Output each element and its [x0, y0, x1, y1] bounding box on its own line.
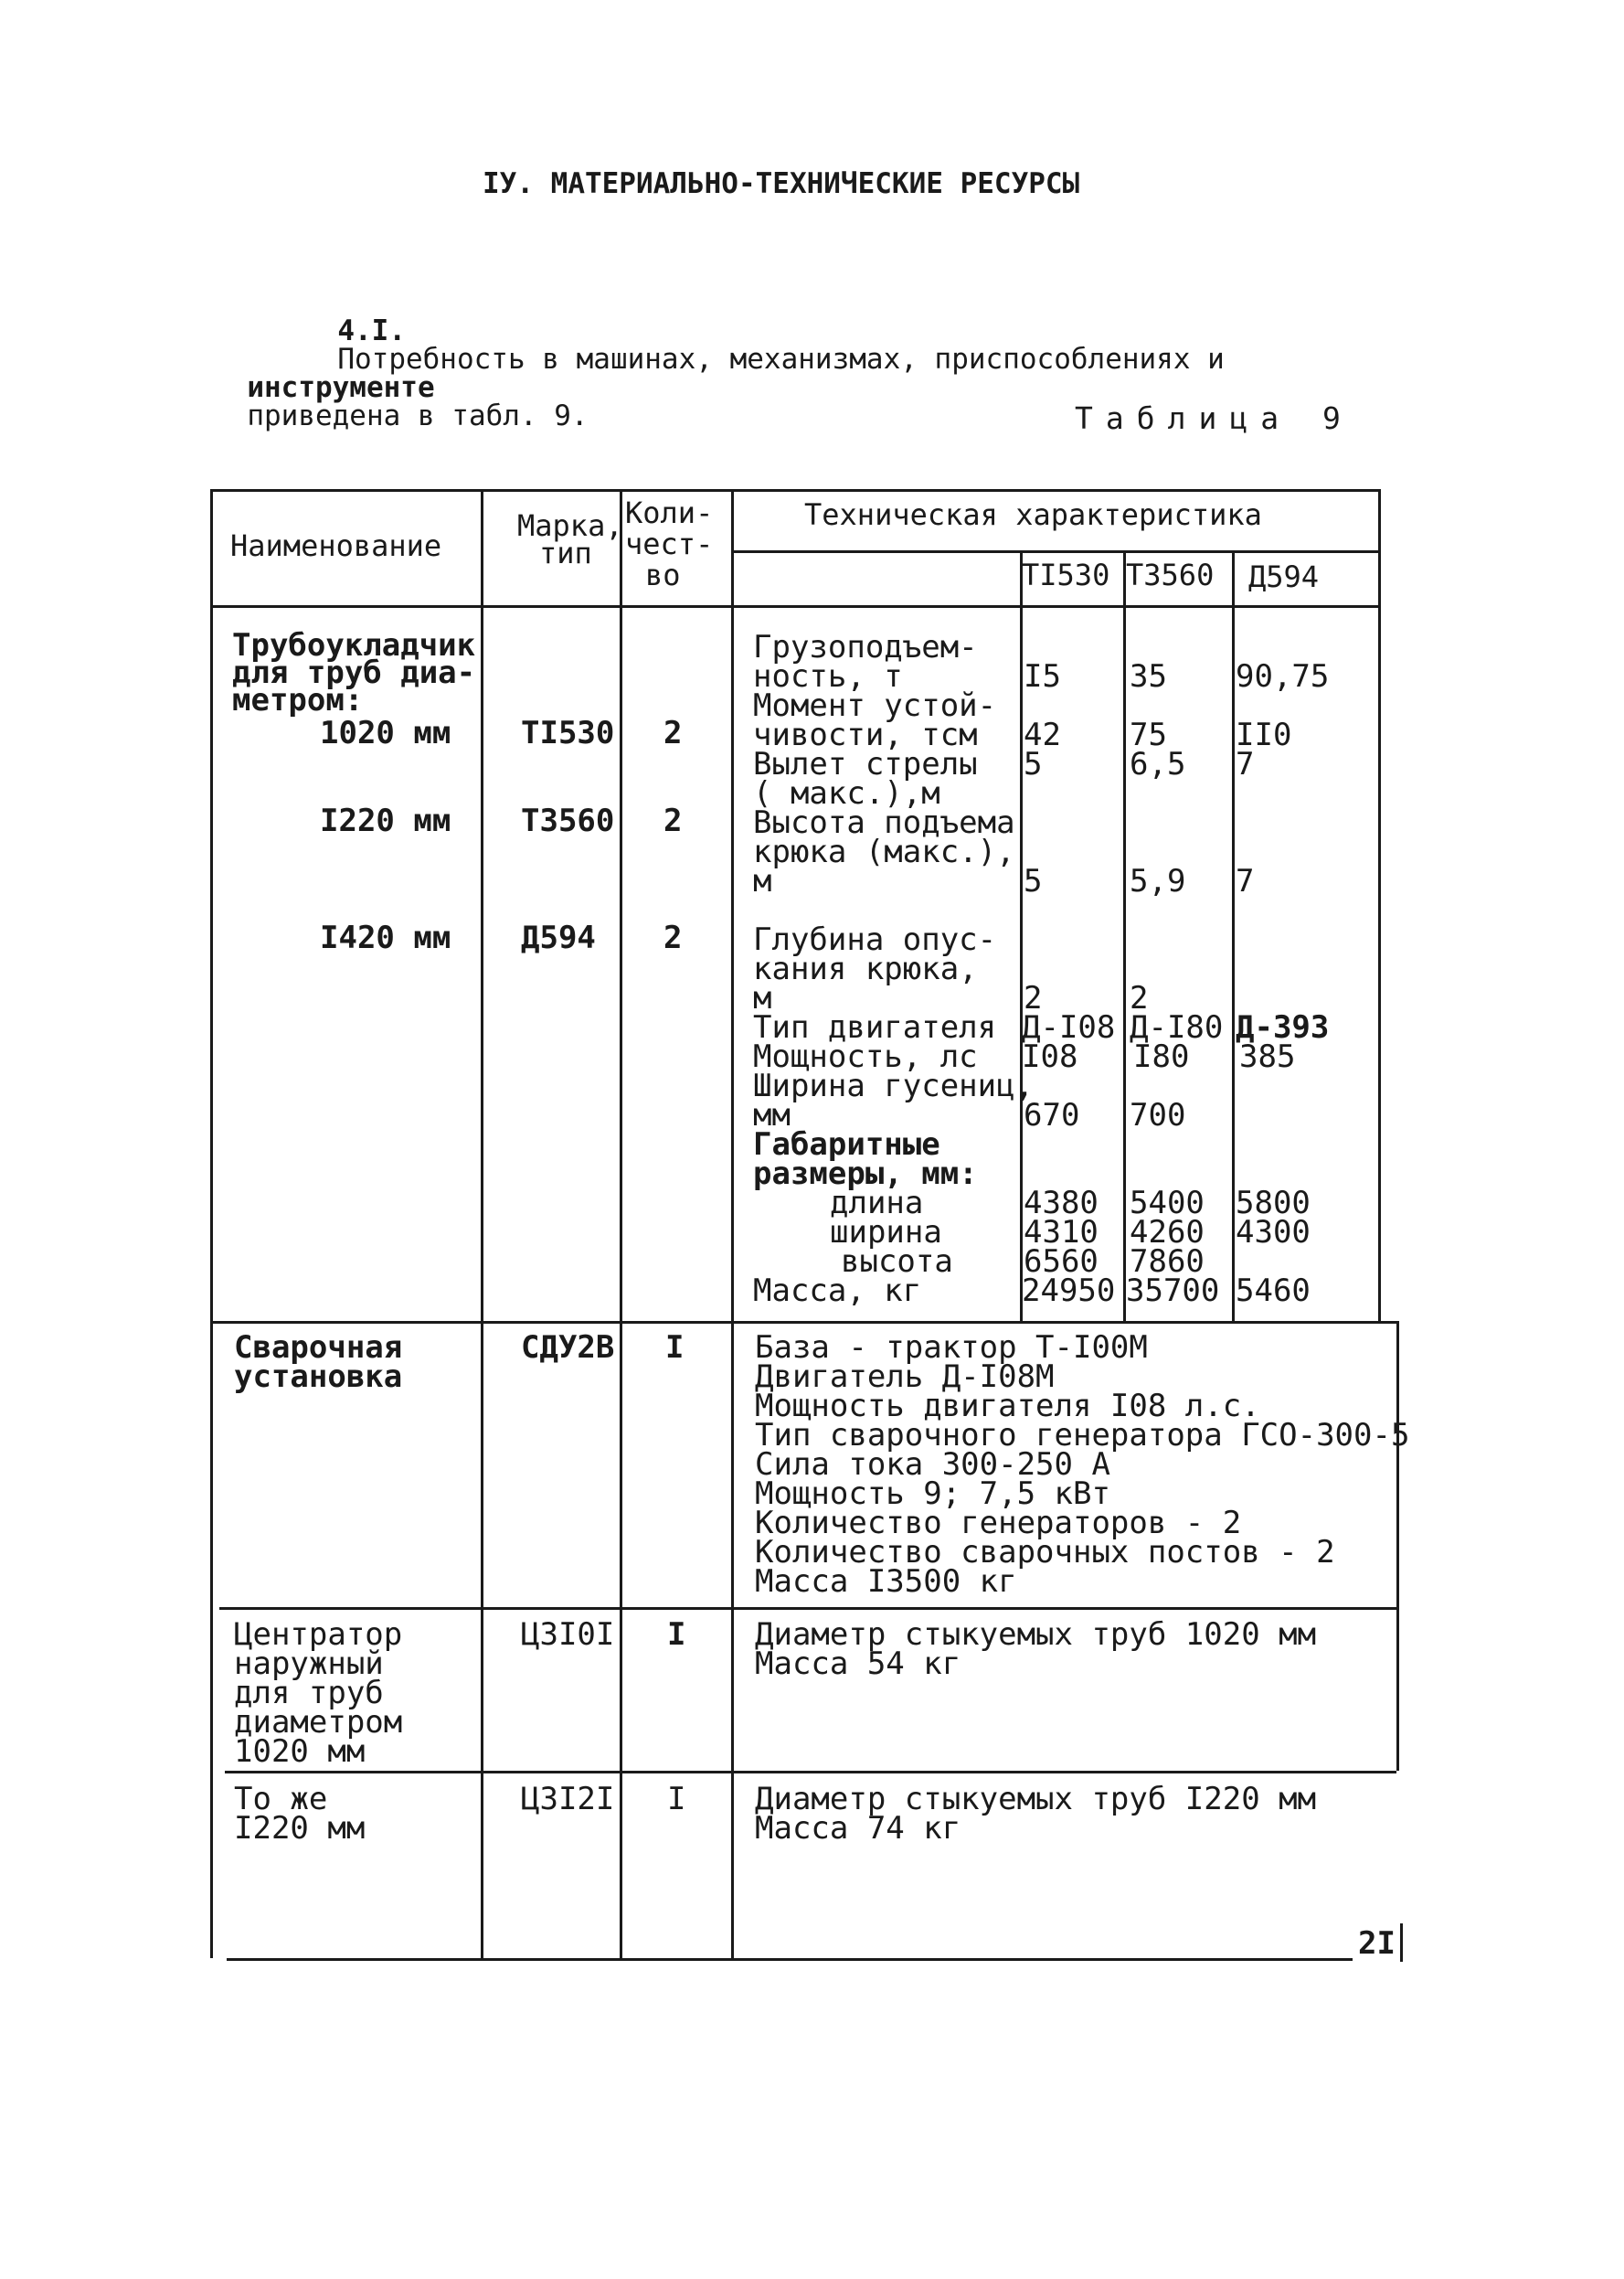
centrator2-name-2: I220 мм: [234, 1810, 366, 1847]
param-value: 7860: [1130, 1243, 1205, 1280]
param-label: Момент устой-: [753, 687, 997, 724]
param-value: 6,5: [1130, 746, 1186, 783]
centrator2-line-1: Диаметр стыкуемых труб I220 мм: [755, 1781, 1317, 1817]
header-qty-2: чест-: [625, 527, 714, 561]
centrator1-name-4: диаметром: [234, 1704, 403, 1741]
header-sub-line: [731, 550, 1378, 553]
pipelayer-name-2: для труб диа-: [232, 655, 476, 691]
pipelayer-qty-3: 2: [663, 920, 683, 956]
centrator1-line-2: Масса 54 кг: [755, 1645, 961, 1682]
welding-line-8: Количество сварочных постов - 2: [755, 1534, 1335, 1571]
centrator2-mark: ЦЗI2I: [521, 1781, 615, 1817]
header-model-1: TI530: [1022, 558, 1110, 592]
paragraph-text-1: Потребность в машинах, механизмах, приспособлениях и: [337, 343, 1225, 376]
param-value: 5460: [1236, 1273, 1311, 1309]
param-value: Д-393: [1236, 1009, 1330, 1046]
header-tech: Техническая характеристика: [804, 497, 1262, 532]
param-value: 5: [1024, 863, 1043, 900]
param-value: Д-I08: [1022, 1009, 1116, 1046]
paragraph-number: 4.I.: [337, 314, 406, 347]
param-label: м: [753, 863, 772, 900]
welding-line-9: Масса I3500 кг: [755, 1563, 1017, 1600]
header-mark-2: тип: [539, 536, 592, 570]
col-line-left: [210, 489, 213, 1958]
centrator1-name-1: Центратор: [234, 1616, 403, 1653]
pipelayer-qty-2: 2: [663, 803, 683, 839]
paragraph-bold-word: инструменте: [247, 371, 435, 404]
param-label: м: [753, 980, 772, 1017]
welding-name-2: установка: [234, 1358, 403, 1395]
centrator1-name-3: для труб: [234, 1675, 384, 1711]
welding-mark: СДУ2В: [521, 1329, 615, 1366]
param-value: 75: [1130, 717, 1167, 753]
section-title: IУ. МАТЕРИАЛЬНО-ТЕХНИЧЕСКИЕ РЕСУРСЫ: [483, 167, 1080, 200]
welding-line-2: Двигатель Д-I08М: [755, 1358, 1055, 1395]
paragraph-text-2: приведена в табл. 9.: [247, 399, 589, 432]
centrator1-name-5: 1020 мм: [234, 1733, 366, 1770]
param-value: 4380: [1024, 1185, 1099, 1221]
param-value: I80: [1133, 1038, 1190, 1075]
param-value: 2: [1130, 980, 1149, 1017]
centrator2-line-2: Масса 74 кг: [755, 1810, 961, 1847]
param-label: Ширина гусениц,: [753, 1068, 1035, 1104]
param-label: Тип двигателя: [753, 1009, 997, 1046]
param-label: крюка (макс.),: [753, 834, 1015, 870]
centrator2-qty: I: [667, 1781, 686, 1817]
param-value: I08: [1022, 1038, 1078, 1075]
table-caption: Таблица 9: [1075, 400, 1353, 436]
param-label: ность, т: [753, 658, 903, 695]
centrator1-mark: ЦЗI0I: [521, 1616, 615, 1653]
pipelayer-mark-1: TI530: [521, 715, 615, 751]
param-label: высота: [841, 1243, 953, 1280]
param-label: Габаритные: [753, 1126, 940, 1163]
centrator1-name-2: наружный: [234, 1645, 384, 1682]
header-qty-3: во: [645, 558, 681, 592]
centrator1-qty: I: [667, 1616, 686, 1653]
col-line-right-header: [1378, 489, 1381, 1321]
row-line-2: [219, 1607, 1396, 1610]
welding-line-6: Мощность 9; 7,5 кВт: [755, 1475, 1110, 1512]
param-label: Масса, кг: [753, 1273, 922, 1309]
pipelayer-name-1: Трубоукладчик: [232, 627, 476, 664]
header-bottom-line: [210, 605, 1378, 608]
param-value: 5400: [1130, 1185, 1205, 1221]
param-label: Мощность, лс: [753, 1038, 978, 1075]
centrator1-line-1: Диаметр стыкуемых труб 1020 мм: [755, 1616, 1317, 1653]
pipelayer-mark-2: T3560: [521, 803, 615, 839]
param-label: Глубина опус-: [753, 921, 997, 958]
header-name: Наименование: [230, 528, 442, 563]
param-label: длина: [830, 1185, 924, 1221]
pipelayer-size-3: I420 мм: [320, 920, 451, 956]
param-value: 7: [1236, 746, 1255, 783]
col-line-model-2: [1232, 550, 1235, 1321]
welding-line-3: Мощность двигателя I08 л.с.: [755, 1388, 1260, 1424]
table-top-border: [210, 489, 1378, 492]
param-value: Д-I80: [1130, 1009, 1224, 1046]
paragraph-line-2: [213, 346, 589, 431]
col-line-name: [481, 489, 483, 1958]
header-mark-1: Марка,: [517, 508, 623, 543]
param-value: 6560: [1024, 1243, 1099, 1280]
param-value: 5: [1024, 746, 1043, 783]
pipelayer-mark-3: Д594: [521, 920, 596, 956]
param-value: 670: [1024, 1097, 1080, 1134]
param-value: 90,75: [1236, 658, 1330, 695]
welding-line-4: Тип сварочного генератора ГСО-300-5: [755, 1417, 1410, 1454]
param-label: мм: [753, 1097, 791, 1134]
col-line-right-body: [1396, 1321, 1399, 1771]
row-line-1: [212, 1321, 1396, 1324]
table-bottom-border: [227, 1958, 1353, 1961]
welding-line-5: Сила тока 300-250 А: [755, 1446, 1110, 1483]
welding-line-1: База - трактор Т-I00М: [755, 1329, 1148, 1366]
param-label: Грузоподъем-: [753, 629, 978, 666]
row-line-3: [225, 1771, 1396, 1773]
pipelayer-size-1: 1020 мм: [320, 715, 451, 751]
param-value: 4300: [1236, 1214, 1311, 1251]
param-label: размеры, мм:: [753, 1155, 978, 1192]
param-value: 7: [1236, 863, 1255, 900]
param-value: II0: [1236, 717, 1292, 753]
col-line-qty: [731, 489, 734, 1958]
param-value: 35: [1130, 658, 1167, 695]
param-value: 24950: [1022, 1273, 1116, 1309]
header-qty-1: Коли-: [625, 495, 714, 530]
col-line-mark: [620, 489, 622, 1958]
param-value: 700: [1130, 1097, 1186, 1134]
param-value: 2: [1024, 980, 1043, 1017]
page-number: 2I: [1358, 1925, 1396, 1962]
centrator2-name-1: То же: [234, 1781, 328, 1817]
col-line-tech-label: [1020, 550, 1023, 1321]
param-label: чивости, тсм: [753, 717, 978, 753]
page-number-bar: [1400, 1923, 1403, 1962]
param-value: 35700: [1126, 1273, 1220, 1309]
param-value: I5: [1024, 658, 1061, 695]
header-model-2: T3560: [1126, 558, 1215, 592]
header-model-3: Д594: [1248, 559, 1320, 594]
pipelayer-size-2: I220 мм: [320, 803, 451, 839]
welding-name-1: Сварочная: [234, 1329, 403, 1366]
welding-line-7: Количество генераторов - 2: [755, 1505, 1242, 1541]
param-value: 385: [1239, 1038, 1296, 1075]
pipelayer-qty-1: 2: [663, 715, 683, 751]
param-label: Высота подъема: [753, 804, 1015, 841]
param-value: 4260: [1130, 1214, 1205, 1251]
col-line-model-1: [1123, 550, 1126, 1321]
param-label: ширина: [830, 1214, 942, 1251]
welding-qty: I: [665, 1329, 685, 1366]
param-label: Вылет стрелы: [753, 746, 978, 783]
param-value: 4310: [1024, 1214, 1099, 1251]
pipelayer-name-3: метром:: [232, 682, 364, 719]
param-value: 42: [1024, 717, 1061, 753]
param-label: ( макс.),м: [753, 775, 940, 812]
param-value: 5,9: [1130, 863, 1186, 900]
param-label: кания крюка,: [753, 951, 978, 987]
param-value: 5800: [1236, 1185, 1311, 1221]
